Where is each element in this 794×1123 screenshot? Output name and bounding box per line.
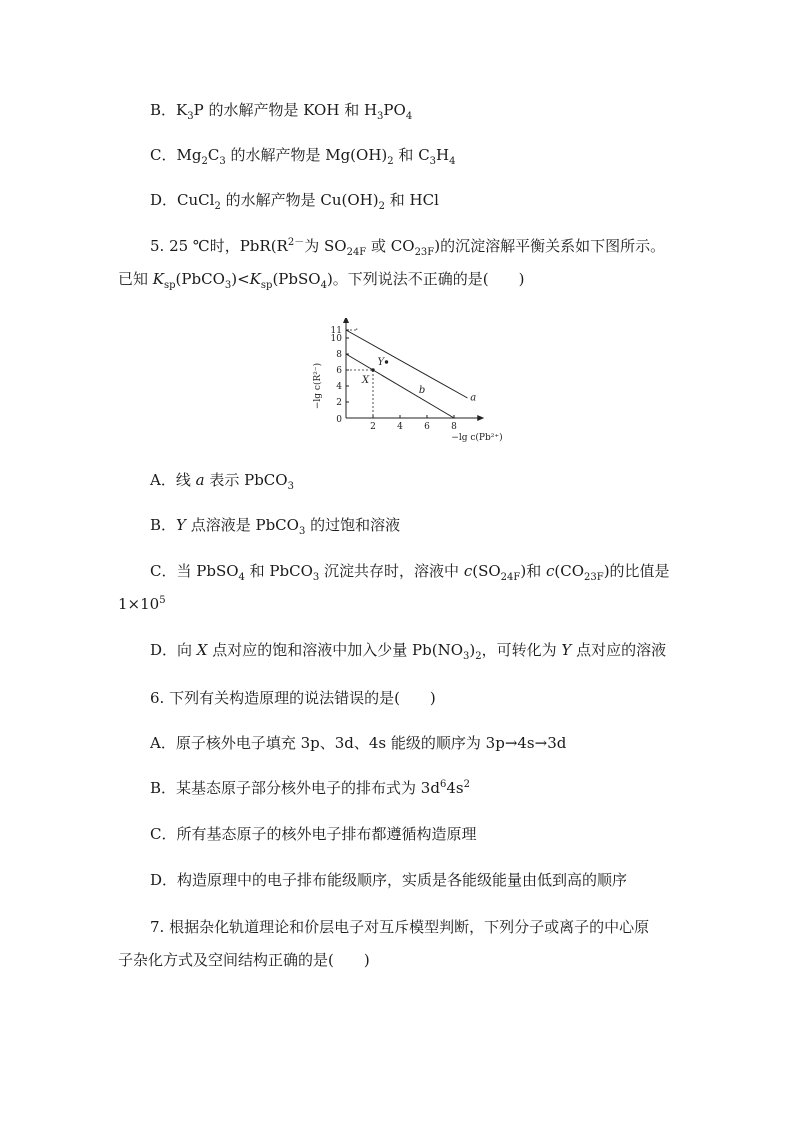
series-label-a: a	[470, 392, 477, 404]
x-tick-label: 8	[451, 422, 457, 432]
option-4c: C．$Mg_2C_3$ 的水解产物是 $Mg(OH)_2$ 和 $C_3H_4$	[150, 146, 456, 167]
series-line-b	[346, 354, 454, 418]
y-tick-label: 0	[336, 415, 342, 425]
option-5b: B．Y 点溶液是 PbCO$_3$ 的过饱和溶液	[150, 516, 401, 537]
y-axis-label: −lg c(R²⁻)	[313, 362, 323, 410]
x-tick-label: 4	[397, 422, 403, 432]
question-5-stem-line1: 5. 25 ℃时，$PbR(R^{2-}$为 $SO_{24F}$ 或 $CO_{23F}$)的沉淀溶解平衡关系如下图所示。	[150, 237, 666, 258]
option-5d: D．向 X 点对应的饱和溶液中加入少量 $Pb(NO_3)_2$，可转化为 Y 点对应的溶液	[150, 641, 667, 662]
question-5-stem-line2: 已知 $K_{sp}(PbCO_3)<K_{sp}(PbSO_4)$。下列说法不正确的是( )	[118, 270, 525, 291]
x-axis-label: −lg c(Pb²⁺)	[451, 433, 503, 443]
option-5c-line2: $1\times 10^5$	[118, 595, 166, 613]
y-tick-label: 2	[336, 398, 342, 408]
y-tick-label: 11	[330, 326, 342, 336]
option-6d: D．构造原理中的电子排布能级顺序，实质是各能级能量由低到高的顺序	[150, 871, 628, 889]
series-line-a	[346, 330, 468, 398]
y-tick-label: 8	[336, 350, 342, 360]
series-label-b: b	[418, 385, 426, 397]
solubility-chart	[300, 318, 520, 448]
option-6c: C．所有基态原子的核外电子排布都遵循构造原理	[150, 825, 477, 843]
y-tick-label: 10	[330, 334, 342, 344]
question-7-stem-line2: 子杂化方式及空间结构正确的是( )	[118, 951, 370, 969]
y-tick-label: 4	[336, 382, 342, 392]
chart-svg	[300, 318, 520, 448]
option-6a: A．原子核外电子填充 3p、3d、4s 能级的顺序为 3p→4s→3d	[150, 734, 567, 752]
question-6-stem: 6. 下列有关构造原理的说法错误的是( )	[150, 689, 436, 707]
question-7-stem-line1: 7. 根据杂化轨道理论和价层电子对互斥模型判断，下列分子或离子的中心原	[150, 918, 650, 936]
point-label-Y: Y	[377, 357, 385, 368]
point-X	[371, 368, 374, 371]
point-label-X: X	[362, 375, 370, 386]
option-5c-line1: C．当 PbSO$_4$ 和 PbCO$_3$ 沉淀共存时，溶液中 $c(SO_{24F})$和 $c(CO_{23F})$的比值是	[150, 562, 670, 583]
y-axis-arrow	[343, 318, 349, 323]
point-Y	[385, 360, 388, 363]
option-4d: D．CuCl$_2$ 的水解产物是 $Cu(OH)_2$ 和 HCl	[150, 191, 439, 212]
x-tick-label: 6	[424, 422, 430, 432]
x-axis-arrow	[477, 415, 484, 421]
x-tick-label: 2	[370, 422, 376, 432]
y-tick-label: 6	[336, 366, 342, 376]
option-4b: B．$K_3P$ 的水解产物是 KOH 和 $H_3PO_4$	[150, 101, 413, 122]
option-6b: B．某基态原子部分核外电子的排布式为 $3d^64s^2$	[150, 779, 470, 797]
option-5a: A．线 a 表示 PbCO$_3$	[150, 471, 294, 492]
